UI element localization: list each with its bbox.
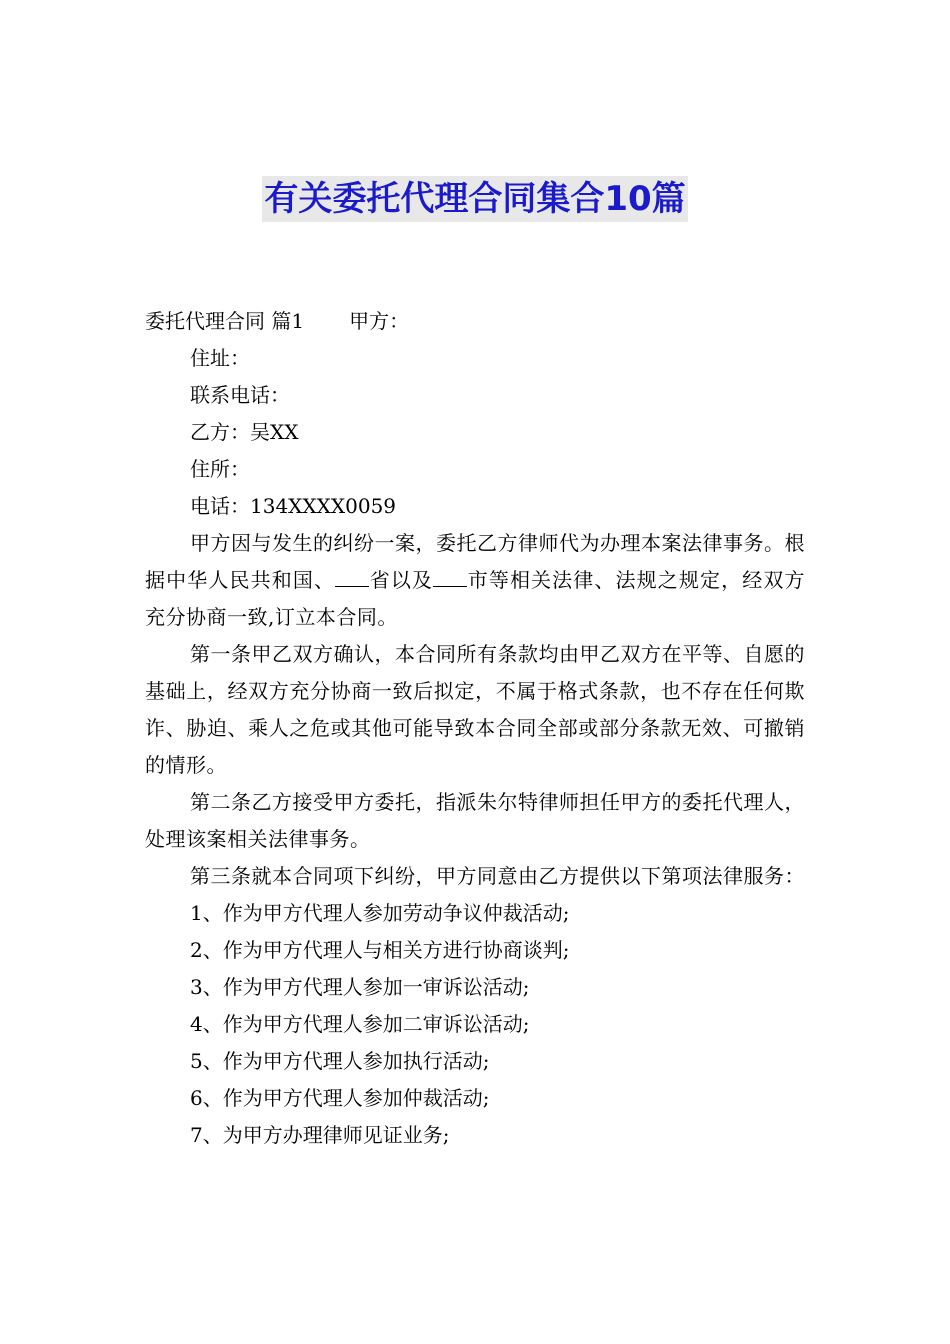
- service-item: 5、作为甲方代理人参加执行活动;: [190, 1049, 490, 1073]
- intro-text-2: 省以及: [369, 568, 434, 592]
- section-heading-line: [145, 303, 805, 340]
- service-item: 6、作为甲方代理人参加仲裁活动;: [190, 1086, 490, 1110]
- service-item: 4、作为甲方代理人参加二审诉讼活动;: [190, 1012, 530, 1036]
- service-item: 1、作为甲方代理人参加劳动争议仲裁活动;: [190, 901, 570, 925]
- service-item: 3、作为甲方代理人参加一审诉讼活动;: [190, 975, 530, 999]
- service-item: 7、为甲方办理律师见证业务;: [190, 1123, 450, 1147]
- blank-line-1: [335, 564, 369, 587]
- intro-text-1: 甲方因与发生的纠纷一案，委托乙方律师代为办理本案法律事务。根据中华人民共和国、: [145, 531, 805, 592]
- article-2-paragraph: 第二条乙方接受甲方委托，指派朱尔特律师担任甲方的委托代理人，处理该案相关法律事务。: [145, 790, 805, 851]
- article-3-paragraph: 第三条就本合同项下纠纷，甲方同意由乙方提供以下第项法律服务：: [190, 864, 805, 888]
- address-a-field: 住址：: [190, 346, 250, 370]
- service-item: 2、作为甲方代理人与相关方进行协商谈判;: [190, 938, 570, 962]
- party-a-label: 甲方：: [349, 309, 410, 333]
- document-title: 有关委托代理合同集合10篇: [262, 176, 687, 222]
- article-1-paragraph: 第一条甲乙双方确认，本合同所有条款均由甲乙双方在平等、自愿的基础上，经双方充分协商一致后拟定，不属于格式条款，也不存在任何欺诈、胁迫、乘人之危或其他可能导致本合同全部或部分条款无效、可撤销的情形。: [145, 642, 805, 777]
- phone-a-field: 联系电话：: [190, 383, 290, 407]
- address-b-field: 住所：: [190, 457, 250, 481]
- section-title: 委托代理合同 篇1: [145, 309, 305, 333]
- intro-paragraph: [145, 525, 805, 636]
- phone-b-field: 电话：134XXXX0059: [190, 494, 397, 518]
- party-b-field: 乙方：吴XX: [190, 420, 299, 444]
- intro-text-3: 市等相关法律、法规之规定，经双方充分协商一致,订立本合同。: [145, 568, 806, 629]
- title-container: [0, 176, 950, 222]
- document-body: [145, 303, 805, 1154]
- blank-line-2: [433, 564, 467, 587]
